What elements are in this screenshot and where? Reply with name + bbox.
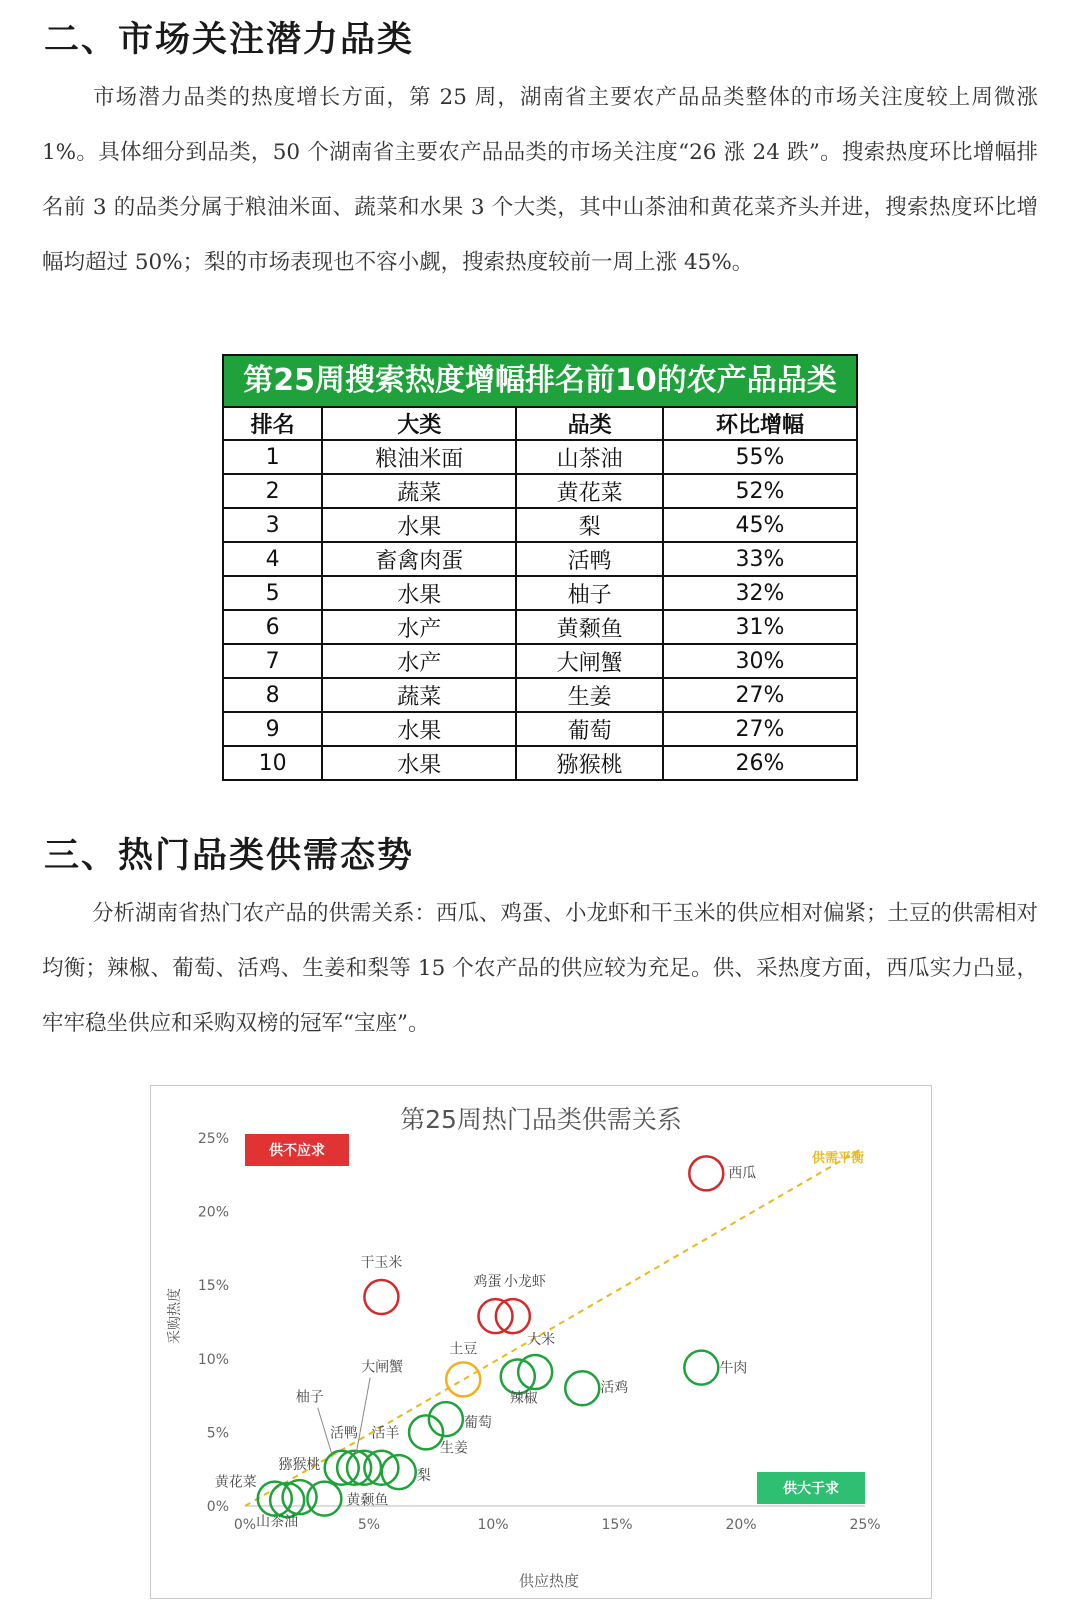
x-axis-label: 供应热度 — [518, 1572, 580, 1590]
table-body — [223, 440, 857, 780]
point-label: 黄花菜 — [214, 1474, 257, 1491]
y-tick-label: 10% — [197, 1351, 229, 1368]
point-label: 山茶油 — [256, 1514, 299, 1531]
y-tick-label: 15% — [197, 1278, 229, 1295]
point-label: 大米 — [527, 1332, 556, 1349]
cell-growth: 45% — [663, 508, 857, 542]
chart-title: 第25周热门品类供需关系 — [400, 1105, 682, 1134]
table-row — [223, 576, 857, 610]
point-label: 干玉米 — [360, 1254, 403, 1271]
point-活鸡 — [565, 1371, 599, 1405]
cell-category: 水产 — [322, 610, 516, 644]
balance-label: 供需平衡 — [812, 1150, 865, 1166]
point-label: 生姜 — [440, 1440, 469, 1457]
section-2-heading: 二、市场关注潜力品类 — [44, 20, 415, 60]
cell-category: 水果 — [322, 712, 516, 746]
point-牛肉 — [684, 1351, 718, 1385]
cell-rank: 9 — [223, 712, 322, 746]
x-tick-label: 25% — [849, 1517, 881, 1533]
point-label: 辣椒 — [509, 1390, 538, 1407]
cell-product: 山茶油 — [516, 440, 663, 474]
point-label: 猕猴桃 — [278, 1457, 321, 1474]
cell-growth: 26% — [663, 746, 857, 780]
point-label: 牛肉 — [719, 1360, 748, 1377]
point-label: 活羊 — [371, 1425, 400, 1442]
cell-category: 蔬菜 — [322, 678, 516, 712]
cell-category: 蔬菜 — [322, 474, 516, 508]
chart-svg — [151, 1086, 931, 1598]
cell-product: 活鸭 — [516, 542, 663, 576]
cell-growth: 27% — [663, 712, 857, 746]
header-category: 大类 — [322, 407, 516, 440]
table-row — [223, 508, 857, 542]
y-tick-label: 25% — [197, 1131, 229, 1147]
cell-rank: 3 — [223, 508, 322, 542]
cell-product: 黄花菜 — [516, 474, 663, 508]
y-tick-label: 5% — [206, 1425, 229, 1442]
point-label: 活鸡 — [600, 1380, 629, 1397]
point-label: 柚子 — [295, 1389, 324, 1406]
cell-category: 畜禽肉蛋 — [322, 542, 516, 576]
table-row — [223, 542, 857, 576]
x-tick-label: 0% — [233, 1517, 257, 1533]
cell-category: 水果 — [322, 508, 516, 542]
cell-rank: 2 — [223, 474, 322, 508]
y-tick-label: 20% — [197, 1204, 229, 1221]
cell-rank: 8 — [223, 678, 322, 712]
point-label: 梨 — [416, 1468, 431, 1485]
cell-category: 粮油米面 — [322, 440, 516, 474]
section-3-text: 分析湖南省热门农产品的供需关系：西瓜、鸡蛋、小龙虾和干玉米的供应相对偏紧；土豆的供需相对均衡；辣椒、葡萄、活鸡、生姜和梨等 15 个农产品的供应较为充足。供、采热度方面，西瓜实力凸显，牢牢稳坐供应和采购双榜的冠军“宝座”。 — [42, 901, 1039, 1036]
shortage-label: 供不应求 — [269, 1143, 325, 1159]
table-row — [223, 644, 857, 678]
table-row — [223, 712, 857, 746]
cell-rank: 6 — [223, 610, 322, 644]
cell-growth: 27% — [663, 678, 857, 712]
x-tick-label: 5% — [357, 1517, 381, 1533]
cell-growth: 33% — [663, 542, 857, 576]
cell-product: 柚子 — [516, 576, 663, 610]
section-3-heading: 三、热门品类供需态势 — [44, 836, 415, 876]
cell-rank: 4 — [223, 542, 322, 576]
point-label: 大闸蟹 — [361, 1359, 404, 1376]
section-2-text: 市场潜力品类的热度增长方面，第 25 周，湖南省主要农产品品类整体的市场关注度较上周微涨 1%。具体细分到品类，50 个湖南省主要农产品品类的市场关注度“26 涨 24 跌”。搜索热度环比增幅排名前 3 的品类分属于粮油米面、蔬菜和水果 3 个大类，其中山茶油和黄花菜齐头并进，搜索热度环比增幅均超过 50%；梨的市场表现也不容小觑，搜索热度较前一周上涨 45%。 — [42, 85, 1038, 275]
table-title: 第25周搜索热度增幅排名前10的农产品品类 — [222, 354, 858, 406]
cell-product: 生姜 — [516, 678, 663, 712]
top10-table — [222, 354, 858, 781]
point-干玉米 — [364, 1280, 398, 1314]
cell-rank: 5 — [223, 576, 322, 610]
data-points — [215, 1156, 757, 1530]
cell-growth: 52% — [663, 474, 857, 508]
cell-rank: 7 — [223, 644, 322, 678]
point-label: 西瓜 — [728, 1165, 757, 1182]
cell-category: 水产 — [322, 644, 516, 678]
table-row — [223, 440, 857, 474]
point-土豆 — [446, 1362, 480, 1396]
cell-product: 大闸蟹 — [516, 644, 663, 678]
cell-product: 猕猴桃 — [516, 746, 663, 780]
cell-growth: 31% — [663, 610, 857, 644]
table-row — [223, 746, 857, 780]
cell-rank: 10 — [223, 746, 322, 780]
y-axis-label: 采购热度 — [167, 1288, 183, 1344]
header-growth: 环比增幅 — [663, 407, 857, 440]
point-label: 葡萄 — [463, 1415, 492, 1432]
table-row — [223, 610, 857, 644]
header-rank: 排名 — [223, 407, 322, 440]
point-生姜 — [409, 1415, 443, 1449]
point-label: 黄颡鱼 — [346, 1492, 389, 1509]
point-label: 活鸭 — [330, 1425, 359, 1442]
leader-line — [356, 1378, 370, 1454]
point-label: 土豆 — [449, 1341, 478, 1358]
cell-product: 梨 — [516, 508, 663, 542]
table-header-row — [223, 407, 857, 440]
x-tick-label: 15% — [601, 1517, 633, 1533]
cell-category: 水果 — [322, 746, 516, 780]
point-葡萄 — [429, 1402, 463, 1436]
header-product: 品类 — [516, 407, 663, 440]
surplus-label: 供大于求 — [783, 1481, 839, 1497]
cell-product: 黄颡鱼 — [516, 610, 663, 644]
section-2-paragraph — [42, 70, 1038, 290]
table-row — [223, 474, 857, 508]
cell-growth: 30% — [663, 644, 857, 678]
cell-growth: 55% — [663, 440, 857, 474]
point-label: 小龙虾 — [503, 1274, 546, 1291]
cell-growth: 32% — [663, 576, 857, 610]
cell-product: 葡萄 — [516, 712, 663, 746]
region-boxes — [245, 1134, 865, 1504]
supply-demand-chart — [150, 1085, 932, 1599]
x-tick-label: 10% — [477, 1517, 509, 1533]
section-3-paragraph — [42, 886, 1038, 1051]
point-label: 鸡蛋 — [473, 1274, 502, 1291]
point-西瓜 — [689, 1156, 723, 1190]
cell-category: 水果 — [322, 576, 516, 610]
cell-rank: 1 — [223, 440, 322, 474]
y-tick-label: 0% — [206, 1499, 229, 1515]
ranking-table — [222, 406, 858, 781]
balance-line — [245, 1150, 864, 1506]
x-tick-label: 20% — [725, 1517, 757, 1533]
table-row — [223, 678, 857, 712]
